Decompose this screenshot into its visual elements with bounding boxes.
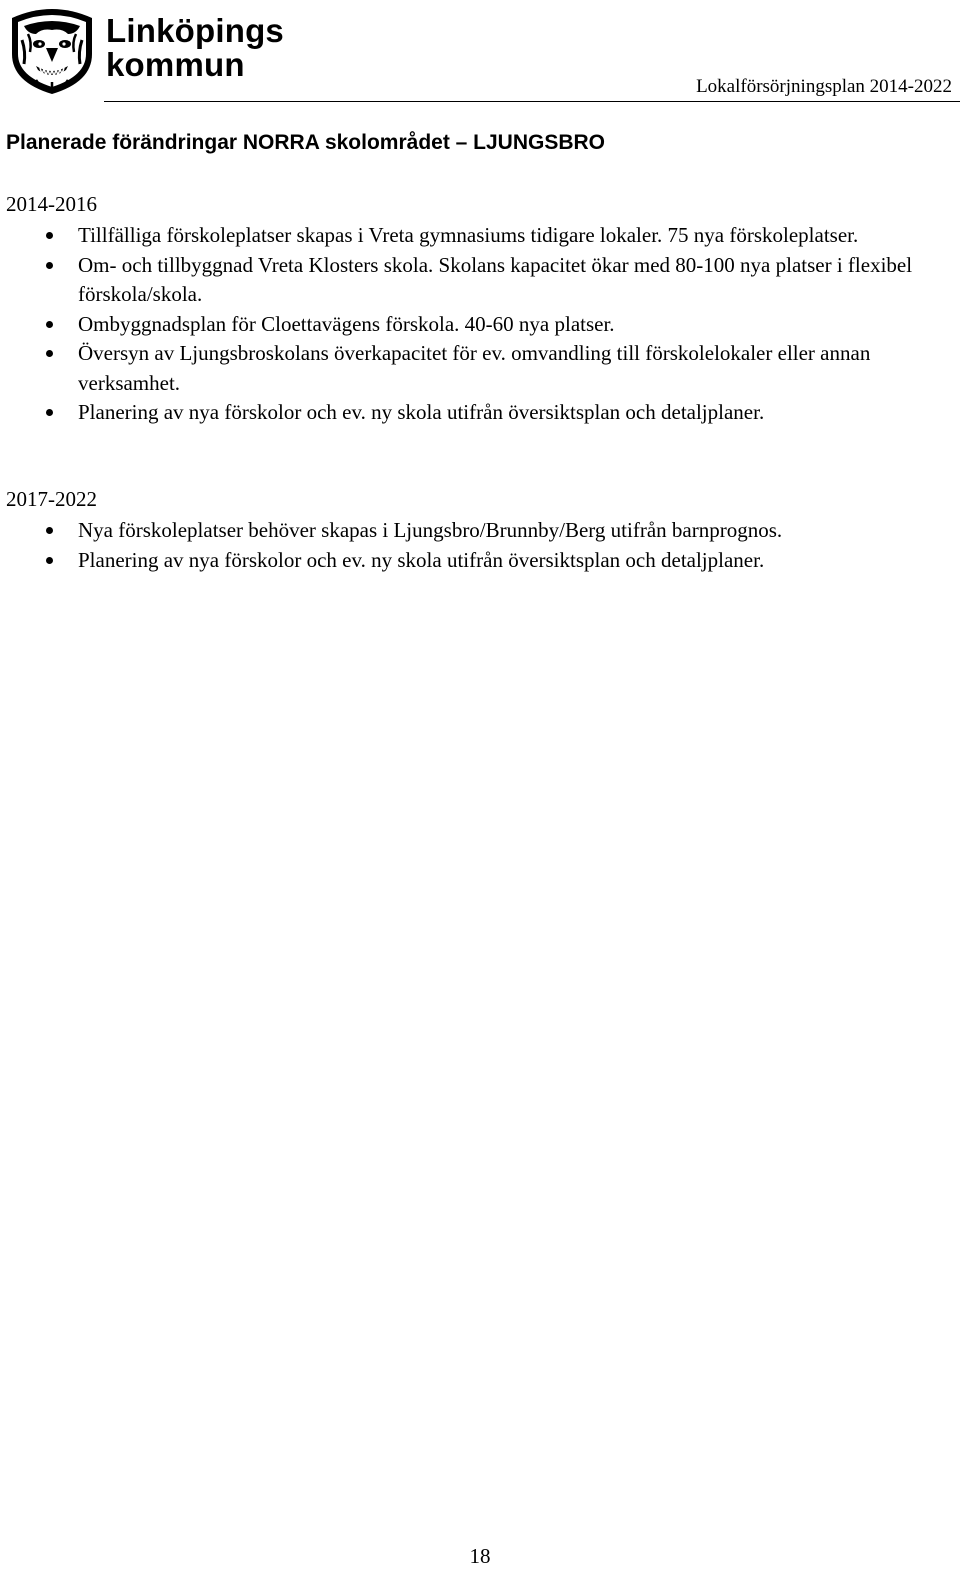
list-item [6,221,946,251]
bullet-icon [46,321,53,328]
section-heading: Planerade förändringar NORRA skolområdet – LJUNGSBRO [6,131,606,154]
period-label: 2014-2016 [6,192,97,216]
list-item-text: Planering av nya förskolor och ev. ny skola utifrån översiktsplan och detaljplaner. [78,547,765,572]
bullet-list [6,516,946,575]
lion-head-coat-of-arms-icon [6,4,98,96]
bullet-icon [46,350,53,357]
list-item [6,339,946,398]
list-item-text: Tillfälliga förskoleplatser skapas i Vreta gymnasiums tidigare lokaler. 75 nya förskoleplatser. [78,223,859,247]
bullet-icon [46,232,53,239]
list-item [6,516,946,546]
list-item-text: Nya förskoleplatser behöver skapas i Ljungsbro/Brunnby/Berg utifrån barnprognos. [78,518,783,542]
document-title: Lokalförsörjningsplan 2014-2022 [696,76,952,97]
bullet-list [6,221,946,428]
period-label: 2017-2022 [6,487,97,511]
list-item [6,310,946,340]
bullet-icon [46,262,53,269]
bullet-icon [46,557,53,564]
list-item [6,546,946,576]
list-item-text: Översyn av Ljungsbroskolans överkapacitet för ev. omvandling till förskolelokaler eller annan verksamhet. [78,341,871,395]
period-block-2017-2022 [6,485,946,575]
logo-line-1: Linköpings [106,12,284,49]
list-item [6,398,946,428]
header-divider [104,101,960,102]
bullet-icon [46,527,53,534]
organization-logo-text [106,14,284,82]
list-item-text: Om- och tillbyggnad Vreta Klosters skola. Skolans kapacitet ökar med 80-100 nya platser i flexibel förskola/skola. [78,252,913,306]
page-number: 18 [469,1544,491,1568]
list-item-text: Planering av nya förskolor och ev. ny skola utifrån översiktsplan och detaljplaner. [78,400,765,424]
page-header [0,0,960,104]
period-block-2014-2016 [6,190,946,428]
list-item-text: Ombyggnadsplan för Cloettavägens förskola. 40-60 nya platser. [78,311,615,336]
logo-line-2: kommun [106,46,245,83]
bullet-icon [46,409,53,416]
list-item [6,251,946,310]
